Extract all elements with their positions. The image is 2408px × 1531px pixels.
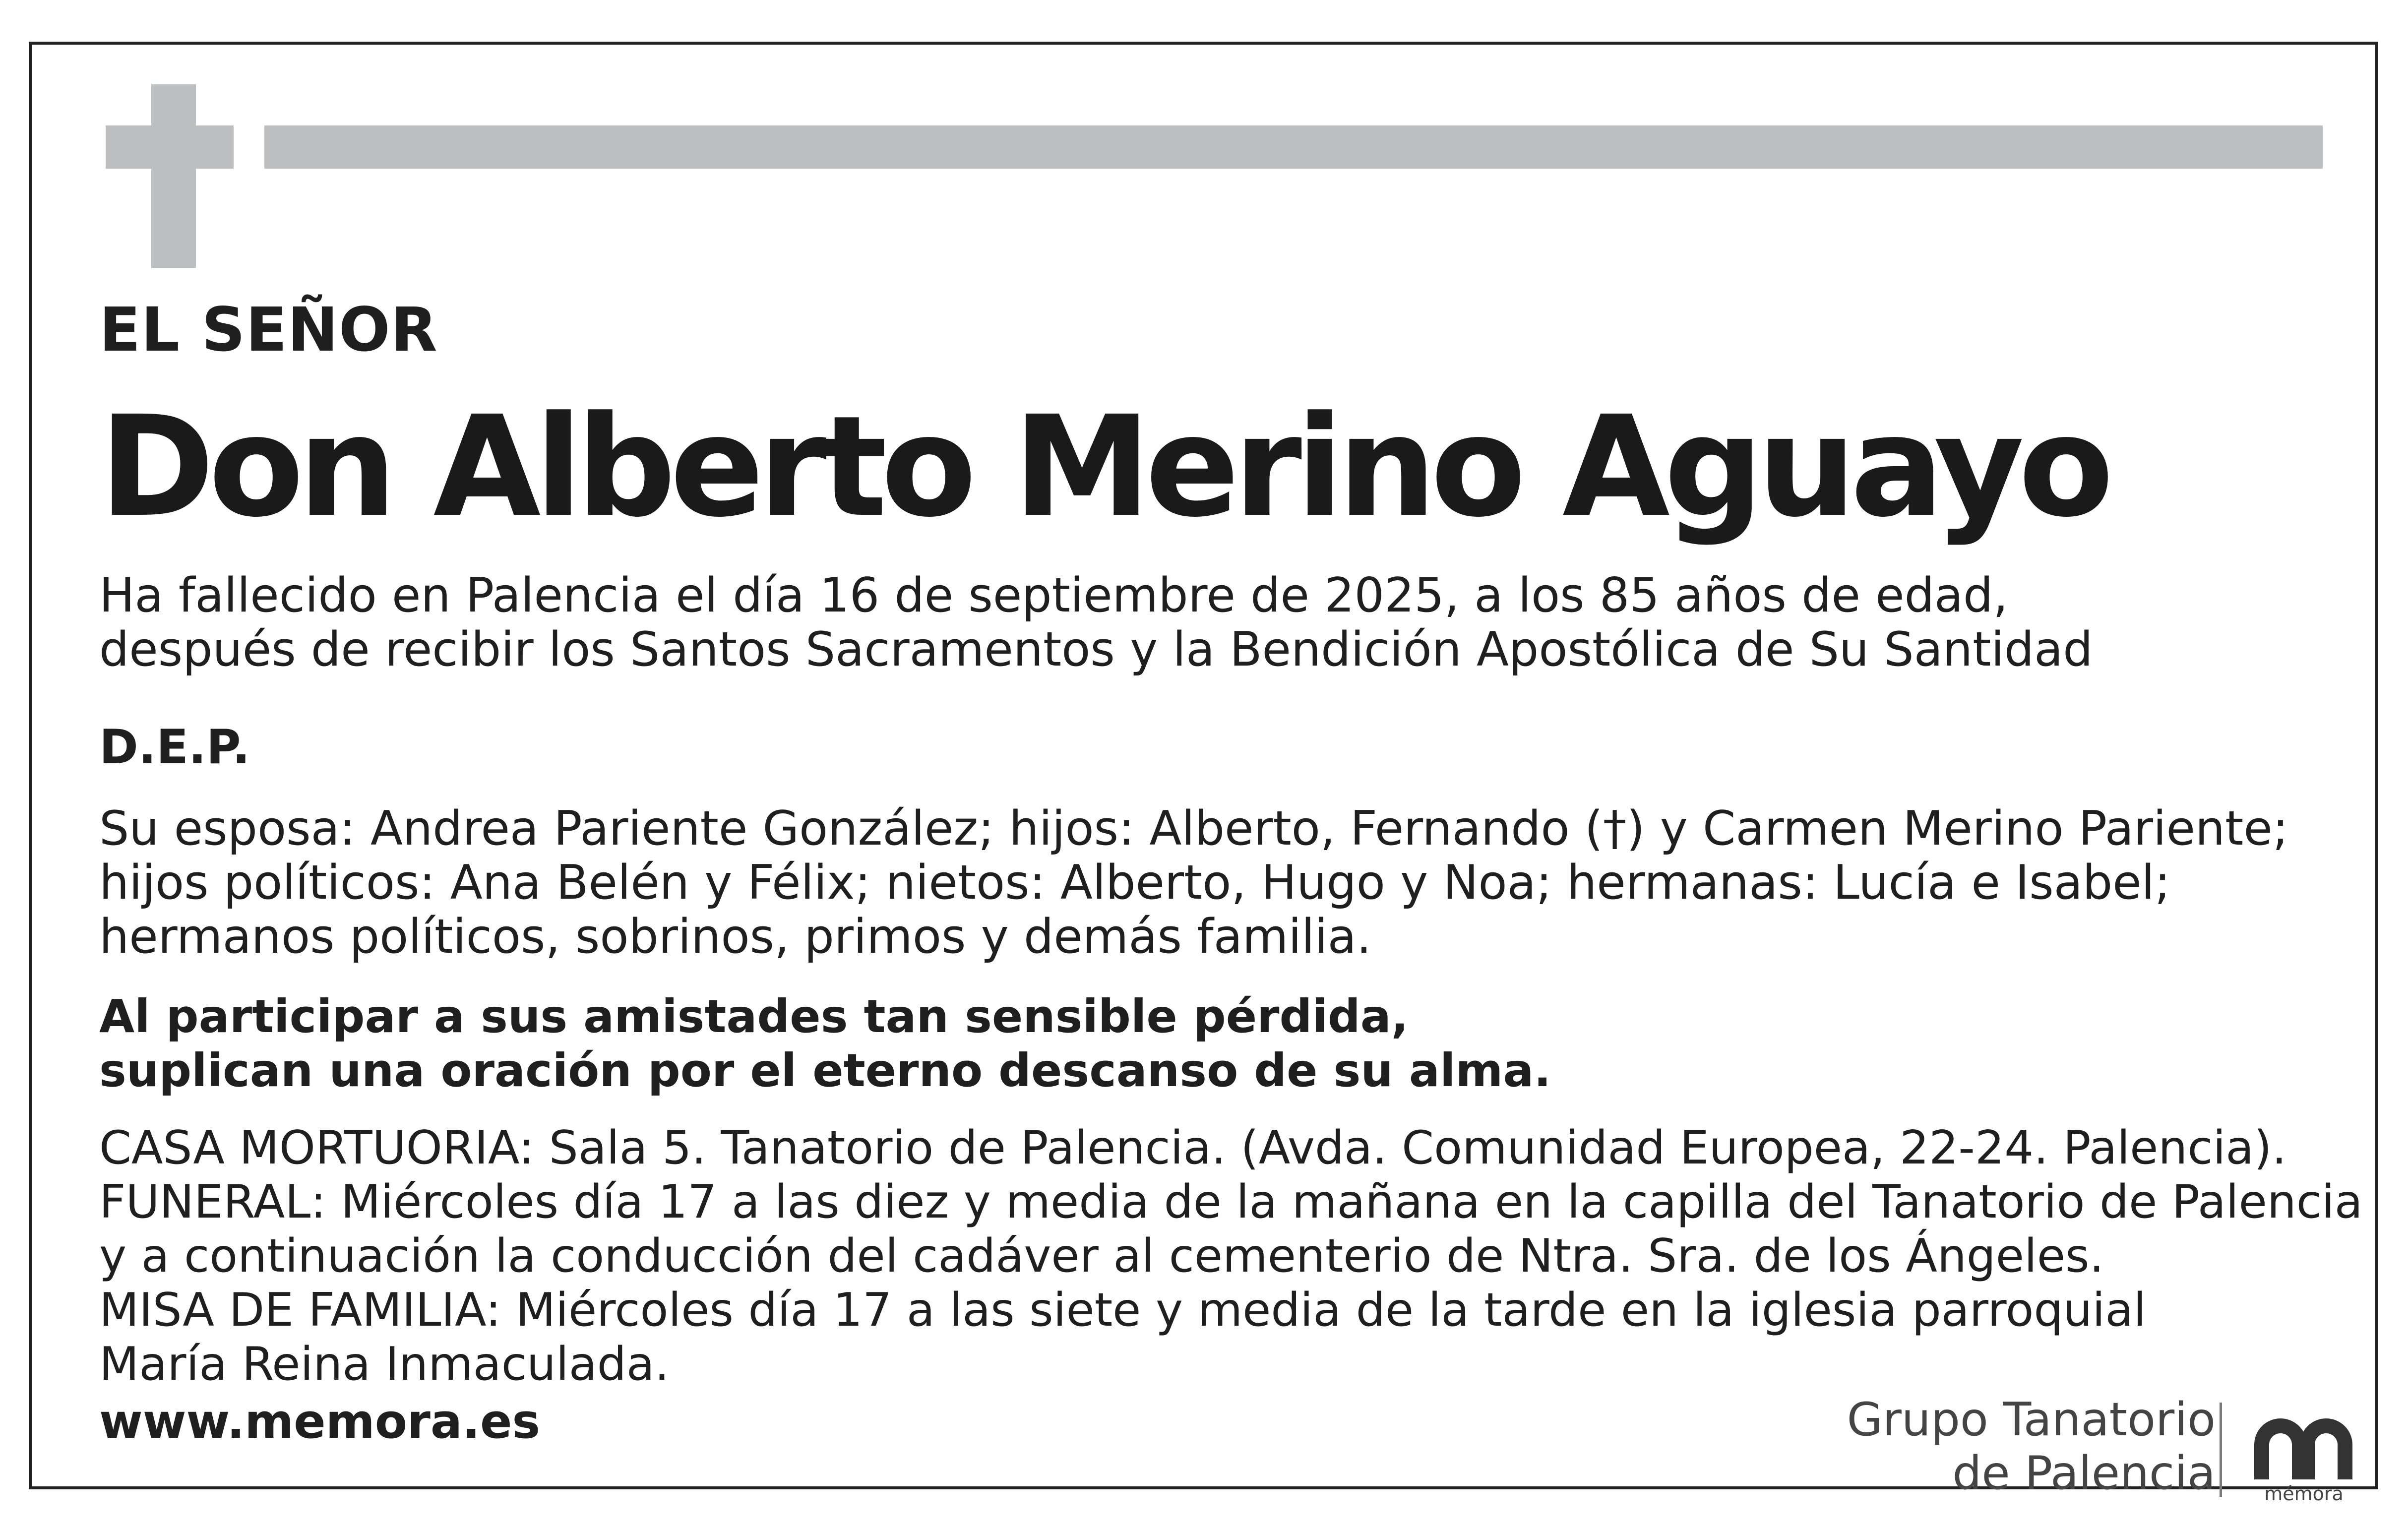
- website-link[interactable]: www.memora.es: [99, 1395, 541, 1449]
- header-rule: [264, 125, 2323, 169]
- service-details: [99, 1121, 2363, 1391]
- memora-logo-icon: [2252, 1417, 2356, 1482]
- death-statement: [99, 569, 2093, 677]
- death-line: después de recibir los Santos Sacramentos y la Bendición Apostólica de Su Santidad: [99, 622, 2093, 677]
- family-line: hijos políticos: Ana Belén y Félix; nietos: Alberto, Hugo y Noa; hermanas: Lucía e Isabel;: [99, 856, 2171, 910]
- service-line: CASA MORTUORIA: Sala 5. Tanatorio de Palencia. (Avda. Comunidad Europea, 22-24. Palencia).: [99, 1121, 2287, 1174]
- service-line: y a continuación la conducción del cadáver al cementerio de Ntra. Sra. de los Ángeles.: [99, 1229, 2104, 1283]
- honorific: EL SEÑOR: [99, 295, 438, 365]
- logo-divider: [2220, 1403, 2222, 1497]
- group-line: Grupo Tanatorio: [1847, 1393, 2216, 1446]
- deceased-name: Don Alberto Merino Aguayo: [99, 386, 2108, 548]
- group-line: de Palencia: [1952, 1446, 2216, 1500]
- family-line: hermanos políticos, sobrinos, primos y demás familia.: [99, 910, 1372, 964]
- service-line: María Reina Inmaculada.: [99, 1337, 670, 1391]
- logo-text: mémora: [2264, 1483, 2344, 1505]
- death-line: Ha fallecido en Palencia el día 16 de septiembre de 2025, a los 85 años de edad,: [99, 568, 2008, 623]
- family-list: [99, 802, 2288, 964]
- prayer-line: Al participar a sus amistades tan sensible pérdida,: [99, 990, 1409, 1043]
- service-line: MISA DE FAMILIA: Miércoles día 17 a las siete y media de la tarde en la iglesia parroquial: [99, 1283, 2147, 1337]
- prayer-request: [99, 989, 1551, 1098]
- funeral-home-name: [1847, 1393, 2216, 1500]
- family-line: Su esposa: Andrea Pariente González; hijos: Alberto, Fernando (†) y Carmen Merino Pariente;: [99, 801, 2288, 856]
- cross-horizontal-bar: [106, 125, 234, 169]
- cross-vertical-bar: [151, 84, 196, 268]
- prayer-line: suplican una oración por el eterno descanso de su alma.: [99, 1044, 1551, 1097]
- dep-abbreviation: D.E.P.: [99, 720, 250, 775]
- service-line: FUNERAL: Miércoles día 17 a las diez y media de la mañana en la capilla del Tanatorio de Palencia: [99, 1175, 2363, 1228]
